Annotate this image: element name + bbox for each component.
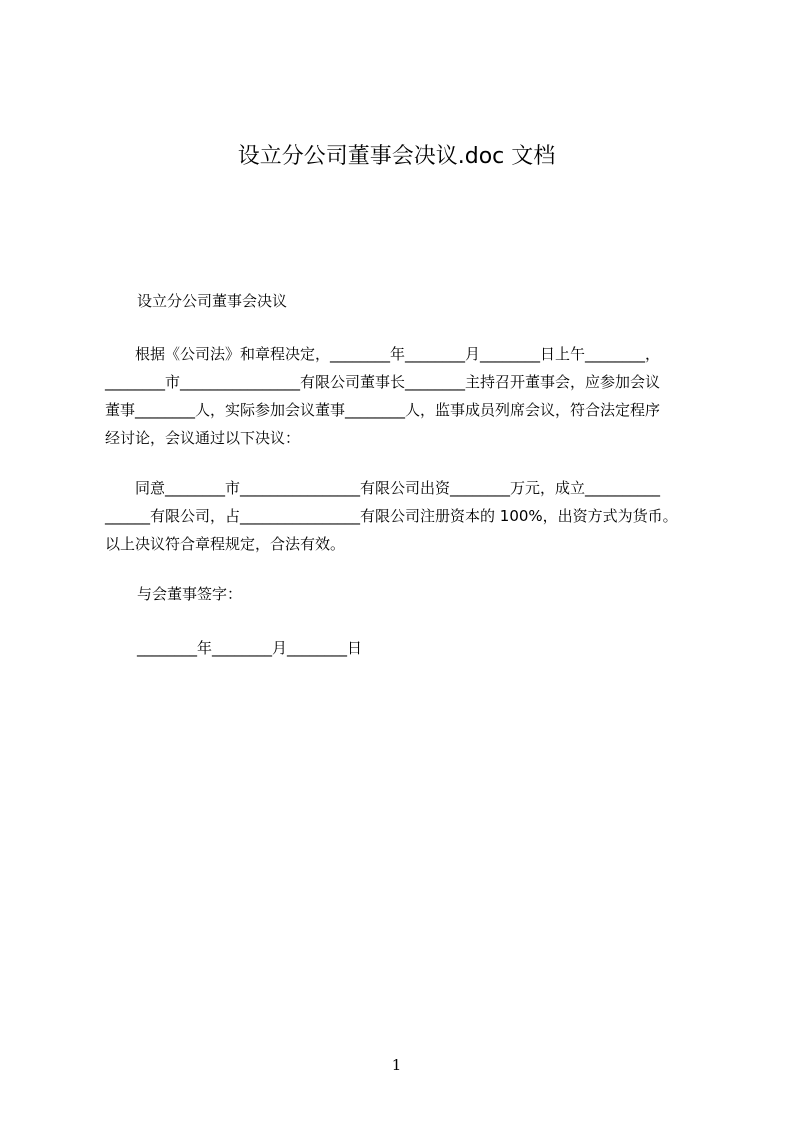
paragraph-2-line-2: ______有限公司，占________________有限公司注册资本的 100%，出资方式为货币。 [105,507,678,525]
paragraph-2-line-3: 以上决议符合章程规定，合法有效。 [105,535,346,553]
signature-label: 与会董事签字： [137,585,243,603]
paragraph-1-line-1: 根据《公司法》和章程决定，________年________月________日上午________， [135,345,661,363]
paragraph-1-line-2: ________市________________有限公司董事长________主持召开董事会，应参加会议 [105,373,661,391]
paragraph-1-line-4: 经讨论，会议通过以下决议： [105,429,301,447]
document-title: 设立分公司董事会决议.doc 文档 [237,144,556,169]
paragraph-1-line-3: 董事________人，实际参加会议董事________人，监事成员列席会议，符合法定程序 [105,401,661,419]
signature-section [105,580,697,608]
resolution-paragraph-1 [105,340,697,452]
resolution-heading [105,287,697,315]
resolution-heading-text: 设立分公司董事会决议 [137,292,288,310]
resolution-paragraph-2 [105,474,697,558]
date-section [105,634,697,662]
date-line: ________年________月________日 [137,639,363,657]
page-number: 1 [391,1056,402,1074]
paragraph-2-line-1: 同意________市________________有限公司出资________万元，成立__________ [135,479,661,497]
